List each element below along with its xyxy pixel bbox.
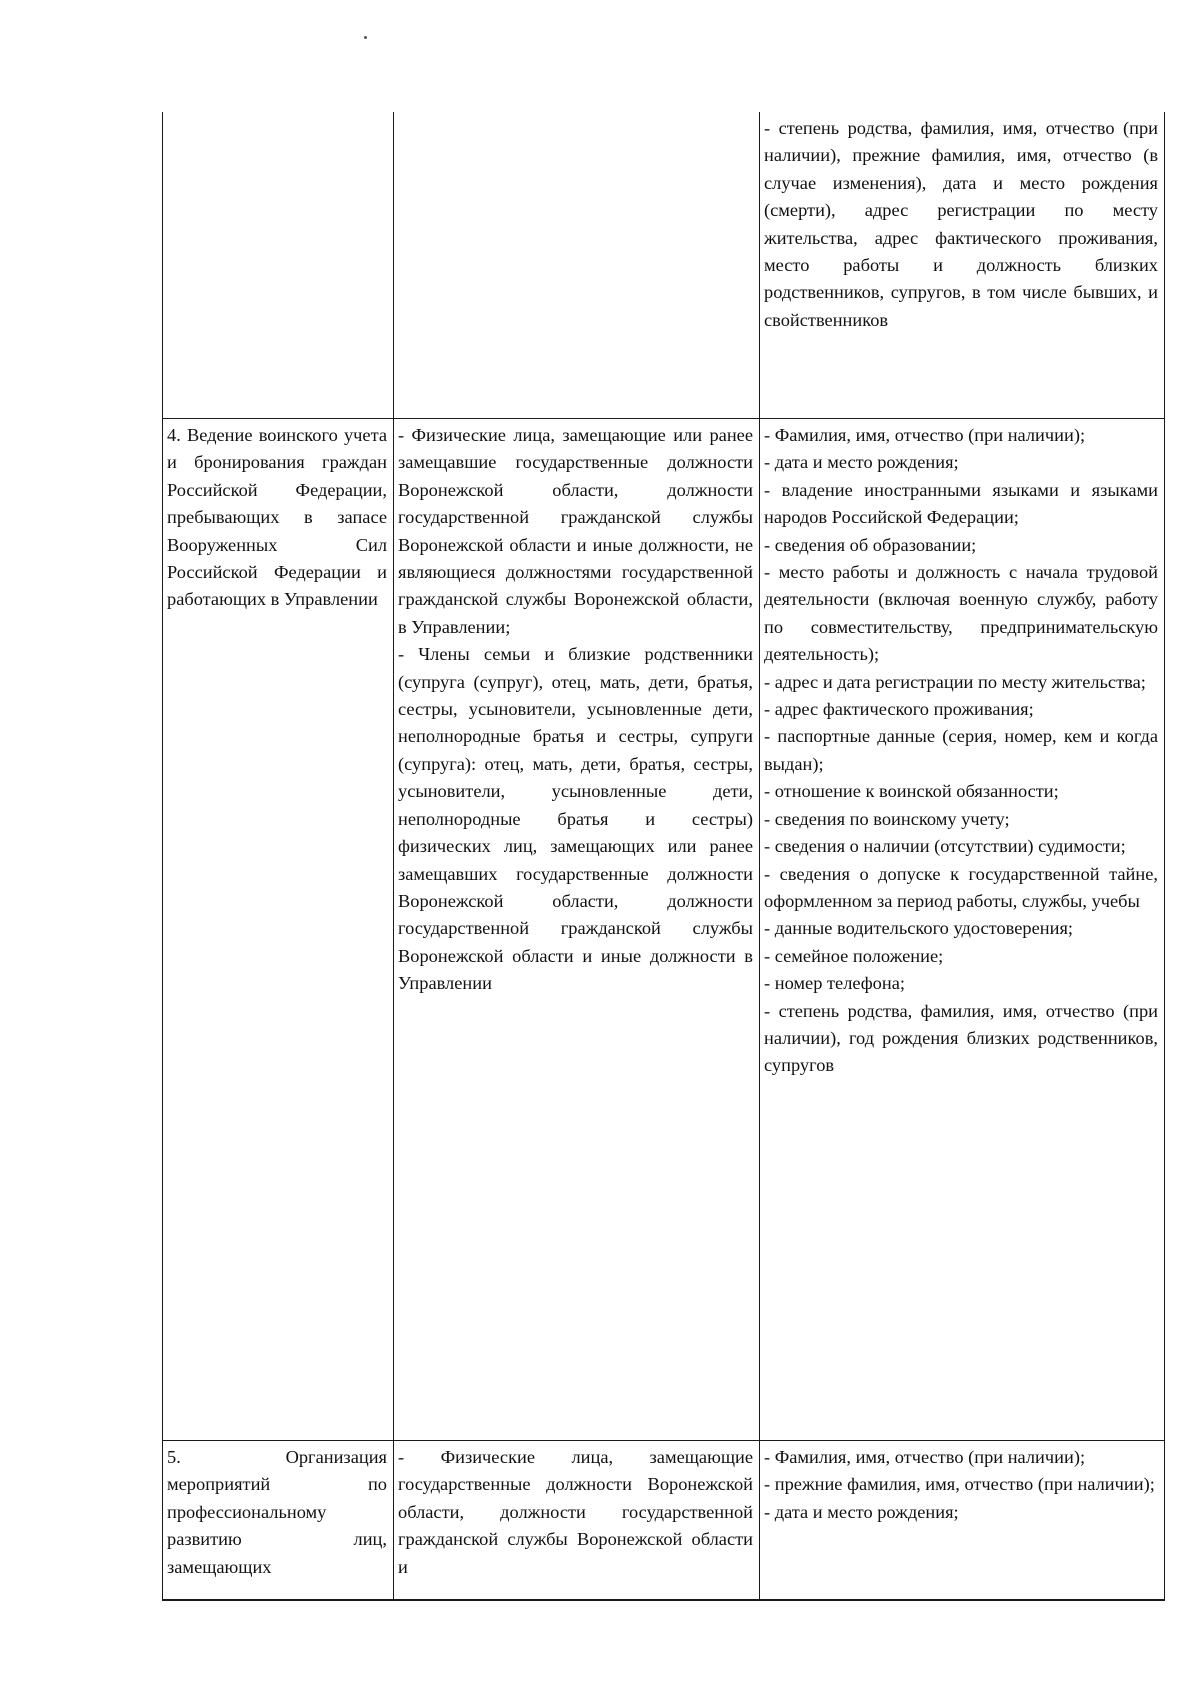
purpose-text: 5. Организация мероприятий по профессиональному развитию лиц, замещающих — [167, 1447, 387, 1577]
cell-purpose-empty — [163, 112, 394, 419]
subject-item: - Члены семьи и близкие родственники (супруга (супруг), отец, мать, дети, братья, сестры, усыновители, усыновленные дети, неполнородные братья и сестры, супруги (супруга): отец, мать, дети, братья, сестры, усыновители, усыновленные дети, неполнородные братья и сестры) физических лиц, замещающих или ранее замещавших государственные должности Воронежской области, должности государственной гражданской службы Воронежской области и иные должности в Управлении — [398, 644, 753, 994]
subject-item: - Физические лица, замещающие или ранее замещавшие государственные должности Воронежской области, должности государственной гражданской службы Воронежской области и иные должности, не являющиеся должностями государственной гражданской службы Воронежской области, в Управлении; — [398, 425, 753, 637]
page-mark — [364, 36, 367, 39]
cell-purpose — [163, 419, 394, 1441]
subject-item: - Физические лица, замещающие государственные должности Воронежской области, должности государственной гражданской службы Воронежской области и — [398, 1447, 753, 1577]
table-row-4 — [163, 419, 1165, 1441]
data-item: - номер телефона; — [764, 973, 905, 994]
data-item: - отношение к воинской обязанности; — [764, 781, 1059, 802]
cell-data-items — [760, 112, 1165, 419]
cell-purpose — [163, 1441, 394, 1601]
cell-data-items — [760, 419, 1165, 1441]
data-item: - сведения о наличии (отсутствии) судимости; — [764, 836, 1126, 857]
data-item: - дата и место рождения; — [764, 452, 959, 473]
data-item: - Фамилия, имя, отчество (при наличии); — [764, 425, 1086, 445]
cell-subjects — [394, 419, 760, 1441]
data-item: - Фамилия, имя, отчество (при наличии); — [764, 1447, 1086, 1467]
table-row-continuation — [163, 112, 1165, 419]
data-item: - степень родства, фамилия, имя, отчество (при наличии), прежние фамилия, имя, отчество (в случае изменения), дата и место рождения (смерти), адрес регистрации по месту жительства, адрес фактического проживания, место работы и должность близких родственников, супругов, в том числе бывших, и свойственников — [764, 118, 1158, 330]
data-item: - владение иностранными языками и языками народов Российской Федерации; — [764, 479, 1158, 528]
table-row-5 — [163, 1441, 1165, 1601]
cell-data-items — [760, 1441, 1165, 1601]
cell-subjects-empty — [394, 112, 760, 419]
data-item: - прежние фамилия, имя, отчество (при наличии); — [764, 1474, 1155, 1495]
data-item: - паспортные данные (серия, номер, кем и когда выдан); — [764, 726, 1158, 774]
data-item: - сведения по воинскому учету; — [764, 808, 1010, 829]
cell-subjects — [394, 1441, 760, 1601]
data-item: - данные водительского удостоверения; — [764, 918, 1074, 939]
data-item: - адрес и дата регистрации по месту жительства; — [764, 671, 1146, 692]
purpose-text: 4. Ведение воинского учета и бронирования граждан Российской Федерации, пребывающих в запасе Вооруженных Сил Российской Федерации и работающих в Управлении — [167, 425, 387, 610]
data-item: - адрес фактического проживания; — [764, 699, 1034, 720]
data-processing-table — [162, 112, 1165, 1601]
data-item: - семейное положение; — [764, 945, 944, 966]
data-item: - степень родства, фамилия, имя, отчество (при наличии), год рождения близких родственников, супругов — [764, 1000, 1158, 1076]
data-item: - место работы и должность с начала трудовой деятельности (включая военную службу, работу по совместительству, предпринимательскую деятельность); — [764, 562, 1158, 665]
data-item: - дата и место рождения; — [764, 1501, 959, 1522]
data-item: - сведения об образовании; — [764, 534, 977, 555]
data-item: - сведения о допуске к государственной тайне, оформленном за период работы, службы, учебы — [764, 863, 1158, 911]
